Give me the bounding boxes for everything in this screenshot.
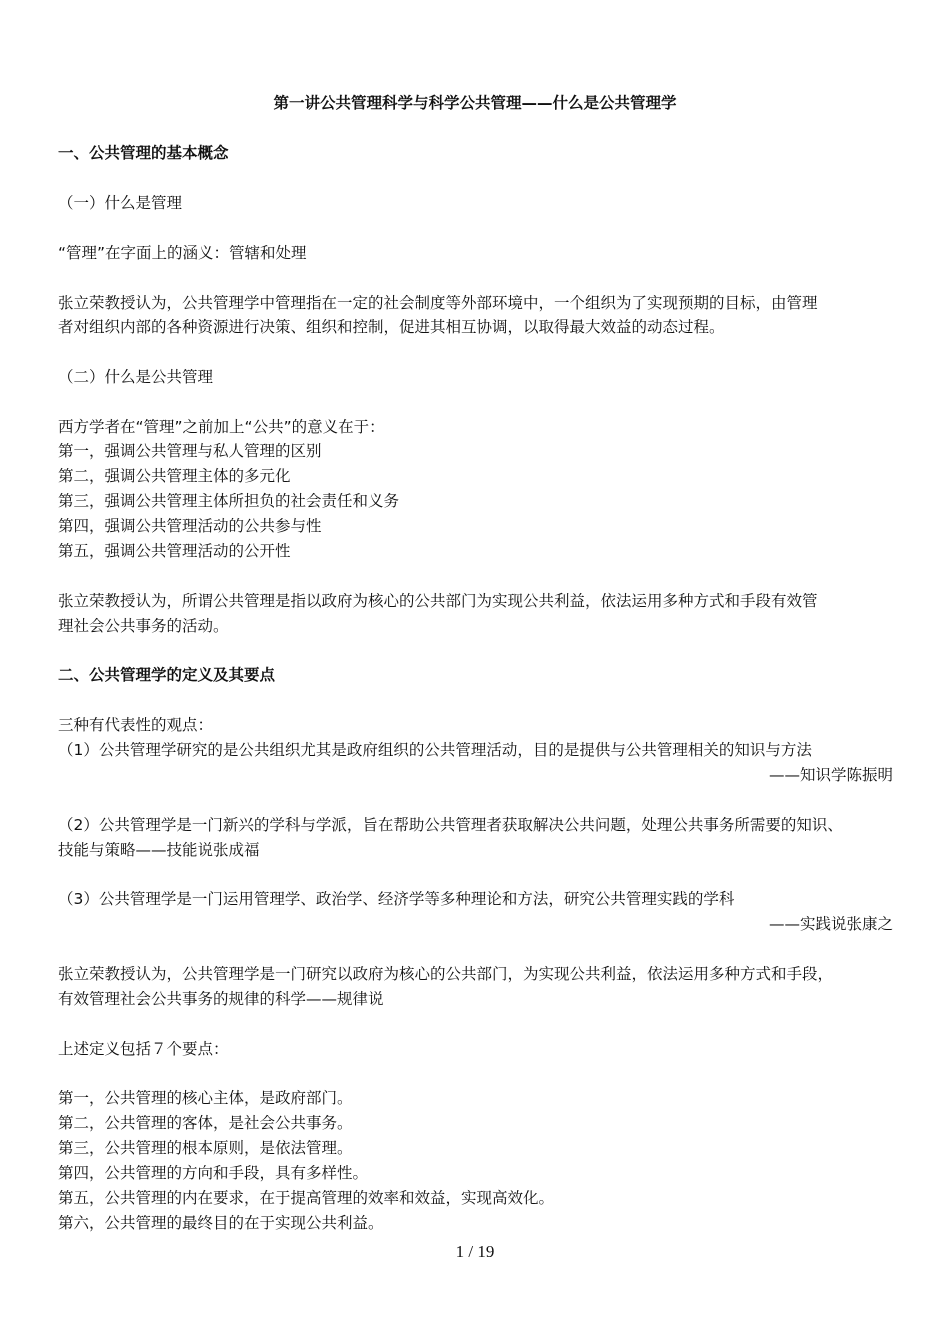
list-item: 第五，公共管理的内在要求，在于提高管理的效率和效益，实现高效化。: [58, 1189, 555, 1207]
views-intro: 三种有代表性的观点：: [58, 716, 214, 734]
page-number: 1 / 19: [455, 1242, 495, 1261]
subsection-2-heading: （二）什么是公共管理: [58, 368, 214, 386]
list-item: 第二，强调公共管理主体的多元化: [58, 467, 291, 485]
view-1: （1）公共管理学研究的是公共组织尤其是政府组织的公共管理活动，目的是提供与公共管理相关的知识与方法: [58, 741, 812, 759]
discipline-definition-line-2: 有效管理社会公共事务的规律的科学——规律说: [58, 990, 384, 1008]
list-item: 第五，强调公共管理活动的公开性: [58, 542, 291, 560]
view-3: （3）公共管理学是一门运用管理学、政治学、经济学等多种理论和方法，研究公共管理实践的学科: [58, 890, 735, 908]
list-item: 第四，强调公共管理活动的公共参与性: [58, 517, 322, 535]
public-management-definition-line-2: 理社会公共事务的活动。: [58, 617, 229, 635]
discipline-definition-line-1: 张立荣教授认为，公共管理学是一门研究以政府为核心的公共部门，为实现公共利益，依法运用多种方式和手段，: [58, 965, 834, 983]
view-1-source: ——知识学陈振明: [768, 766, 893, 784]
list-item: 第一，公共管理的核心主体，是政府部门。: [58, 1089, 353, 1107]
literal-meaning: “管理”在字面上的涵义：管辖和处理: [58, 244, 307, 262]
list-item: 第四，公共管理的方向和手段，具有多样性。: [58, 1164, 369, 1182]
public-meaning-intro: 西方学者在“管理”之前加上“公共”的意义在于：: [58, 418, 385, 436]
section-2-heading: 二、公共管理学的定义及其要点: [58, 666, 276, 684]
view-3-source: ——实践说张康之: [768, 915, 893, 933]
list-item: 第三，公共管理的根本原则，是依法管理。: [58, 1139, 353, 1157]
view-2-line-2: 技能与策略——技能说张成福: [58, 841, 260, 859]
view-2-line-1: （2）公共管理学是一门新兴的学科与学派，旨在帮助公共管理者获取解决公共问题，处理公共事务所需要的知识、: [58, 816, 843, 834]
management-definition-line-1: 张立荣教授认为，公共管理学中管理指在一定的社会制度等外部环境中，一个组织为了实现预期的目标，由管理: [58, 294, 818, 312]
list-item: 第一，强调公共管理与私人管理的区别: [58, 442, 322, 460]
management-definition-line-2: 者对组织内部的各种资源进行决策、组织和控制，促进其相互协调，以取得最大效益的动态过程。: [58, 318, 725, 336]
list-item: 第三，强调公共管理主体所担负的社会责任和义务: [58, 492, 400, 510]
public-management-definition-line-1: 张立荣教授认为，所谓公共管理是指以政府为核心的公共部门为实现公共利益，依法运用多种方式和手段有效管: [58, 592, 818, 610]
subsection-1-heading: （一）什么是管理: [58, 194, 183, 212]
document-title: 第一讲公共管理科学与科学公共管理——什么是公共管理学: [273, 94, 677, 112]
list-item: 第二，公共管理的客体，是社会公共事务。: [58, 1114, 353, 1132]
key-points-intro: 上述定义包括７个要点：: [58, 1040, 229, 1058]
section-1-heading: 一、公共管理的基本概念: [58, 144, 229, 162]
list-item: 第六，公共管理的最终目的在于实现公共利益。: [58, 1214, 384, 1232]
